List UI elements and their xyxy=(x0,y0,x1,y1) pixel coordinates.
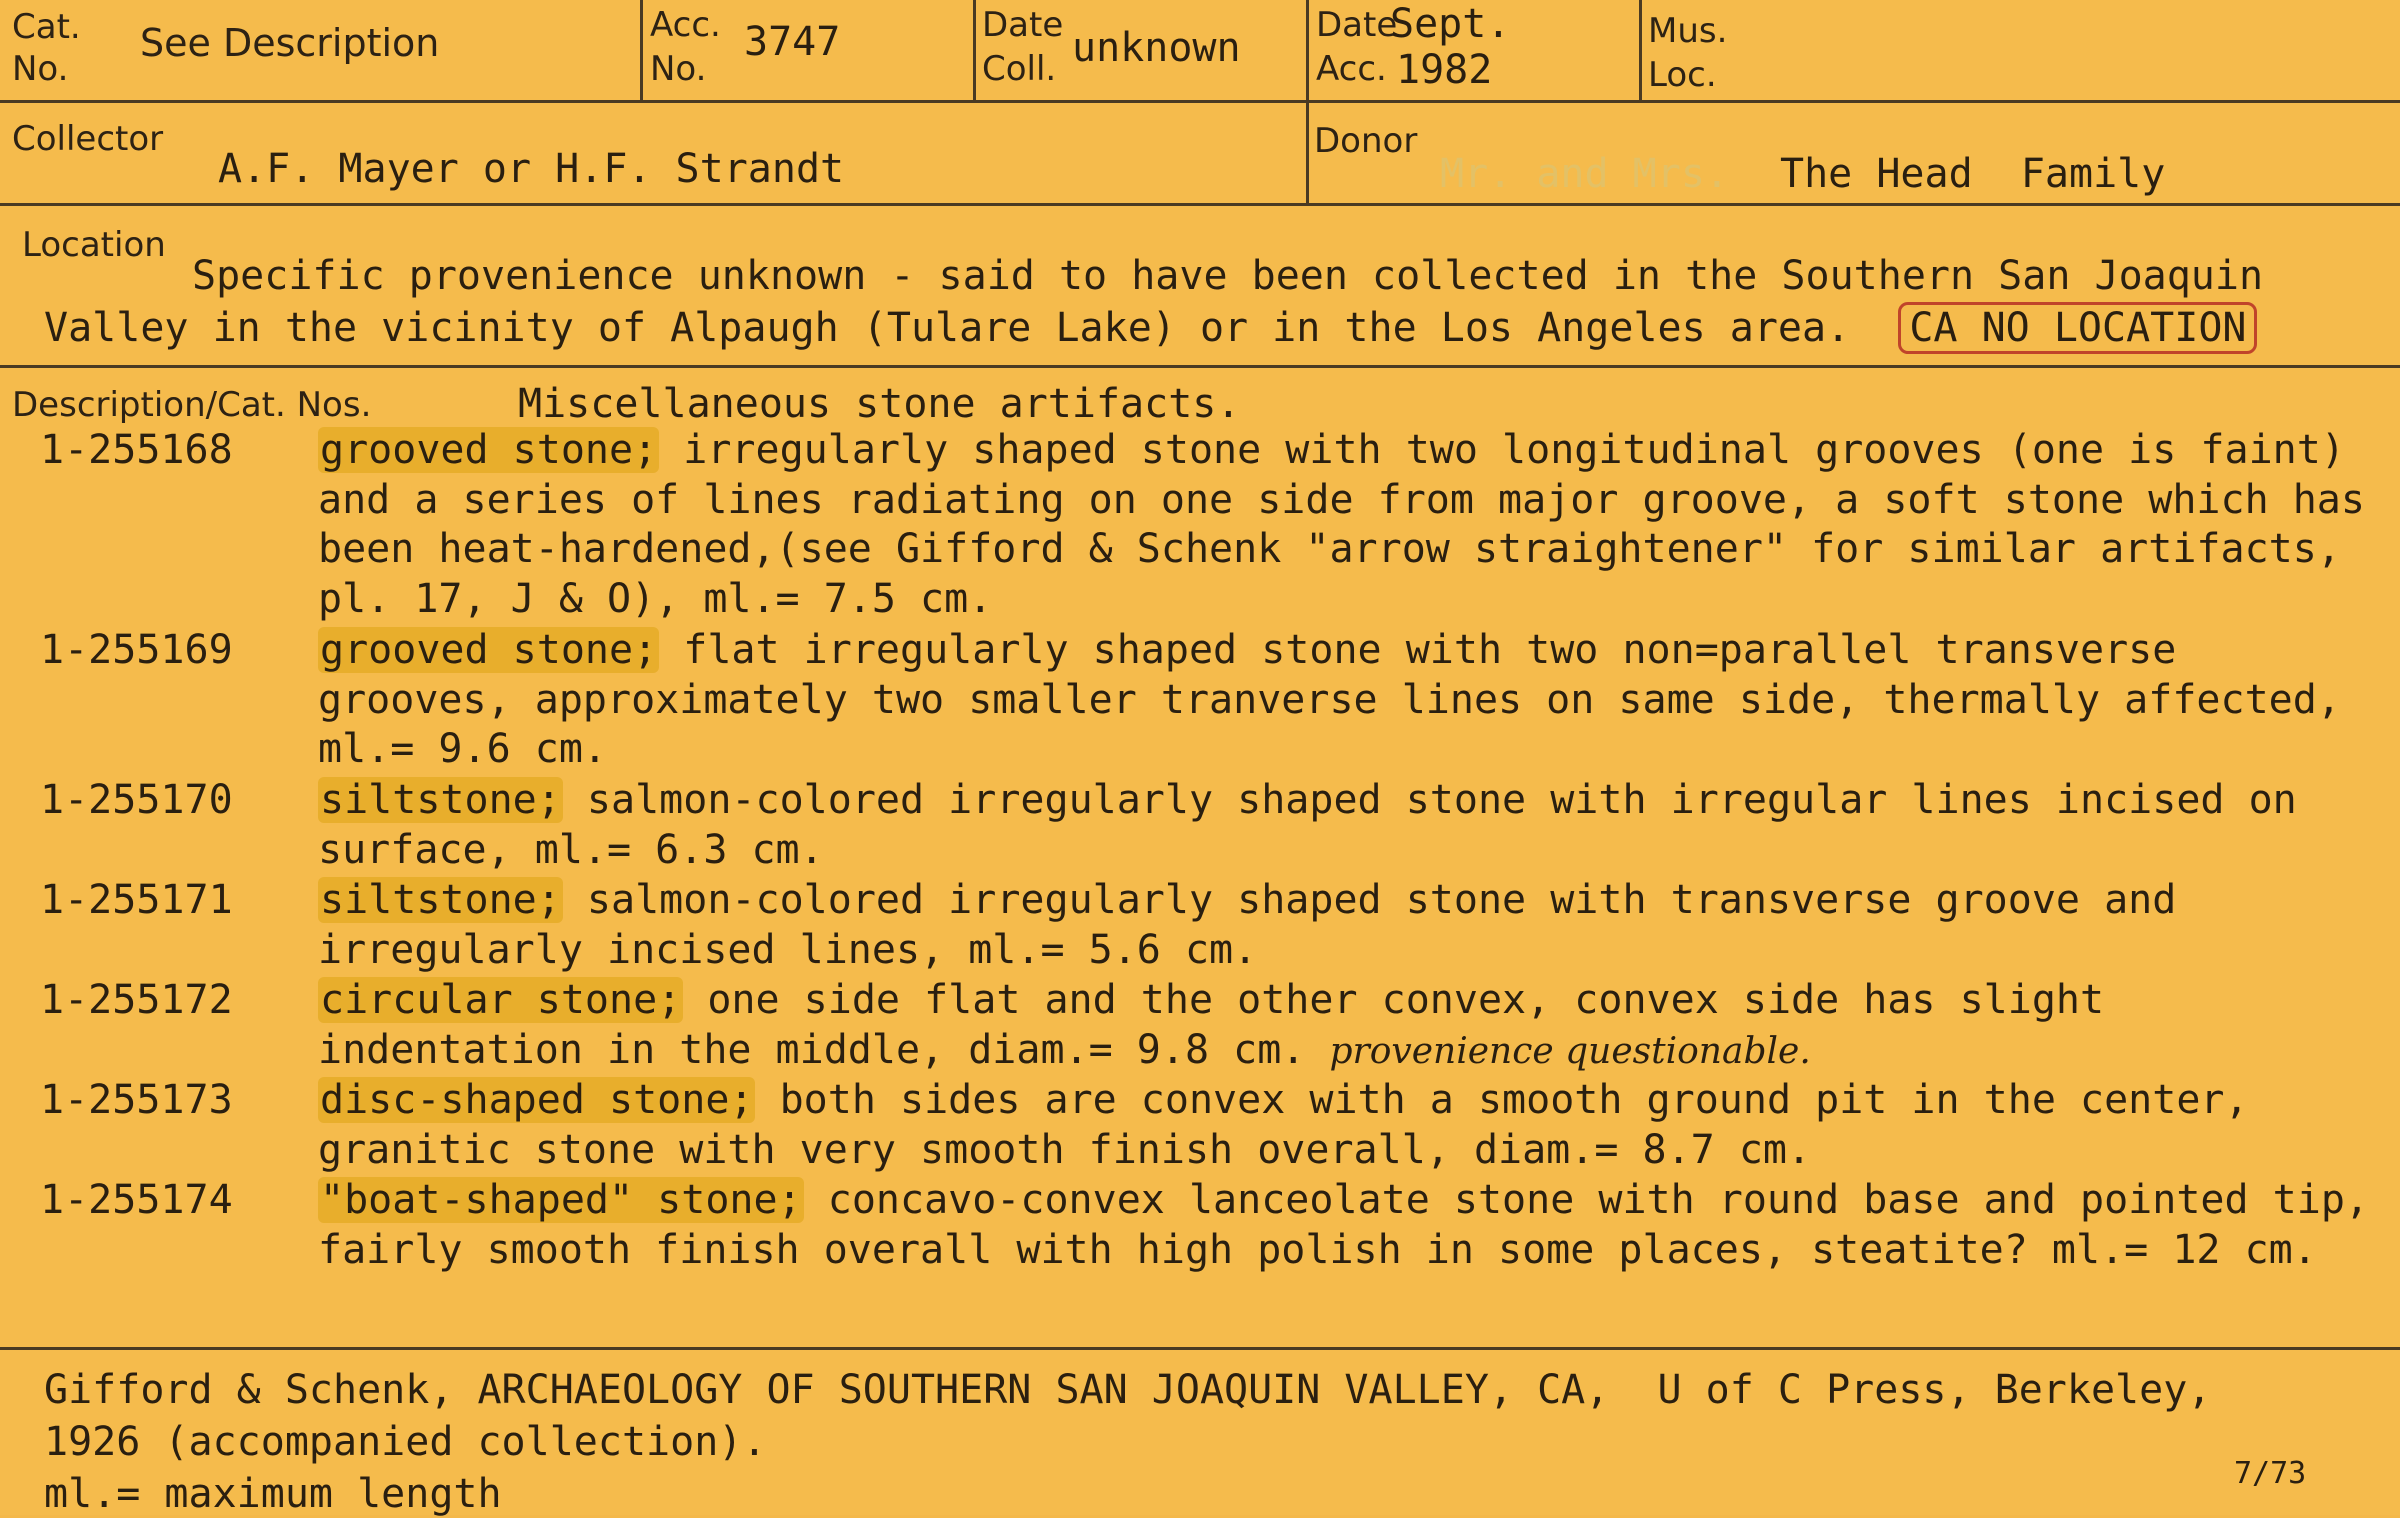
entry-body: salmon-colored irregularly shaped stone with transverse groove and irregularly incised lines, ml.= 5.6 cm. xyxy=(318,877,2177,973)
entry-text xyxy=(318,976,2378,1076)
entry-text xyxy=(318,426,2378,624)
form-code: 7/73 xyxy=(2234,1456,2307,1491)
rule-header-bottom xyxy=(0,100,2400,103)
location-tag: CA NO LOCATION xyxy=(1898,302,2257,354)
date-acc-label-1: Date xyxy=(1316,5,1398,45)
donor-value: The Head Family xyxy=(1780,151,2166,197)
entry-cat-no: 1-255173 xyxy=(40,1077,233,1123)
entry-text xyxy=(318,626,2378,775)
location-line-2 xyxy=(44,304,2257,352)
entry-name: grooved stone; xyxy=(320,427,658,473)
handwritten-note: provenience questionable. xyxy=(1329,1030,1811,1072)
description-label: Description/Cat. Nos. xyxy=(12,385,372,425)
cat-no-label-2: No. xyxy=(12,49,69,89)
location-line-1: Specific provenience unknown - said to have been collected in the Southern San Joaquin xyxy=(192,253,2264,299)
abbreviation-note: ml.= maximum length xyxy=(44,1471,502,1517)
entry-name: siltstone; xyxy=(320,777,561,823)
entry-body: flat irregularly shaped stone with two non=parallel transverse grooves, approximately two smaller tranverse lines on same side, thermally affected, ml.= 9.6 cm. xyxy=(318,627,2341,772)
entry-text xyxy=(318,1076,2378,1175)
date-acc-label-2: Acc. xyxy=(1316,49,1387,89)
reference-line-1: Gifford & Schenk, ARCHAEOLOGY OF SOUTHERN SAN JOAQUIN VALLEY, CA, U of C Press, Berkeley, xyxy=(44,1367,2212,1413)
entry-cat-no: 1-255172 xyxy=(40,977,233,1023)
entry-body: one side flat and the other convex, convex side has slight indentation in the middle, diam.= 9.8 cm. xyxy=(318,977,2105,1073)
rule-collector-bottom xyxy=(0,203,2400,206)
entry-body: both sides are convex with a smooth ground pit in the center, granitic stone with very smooth finish overall, diam.= 8.7 cm. xyxy=(318,1077,2249,1173)
date-coll-label-2: Coll. xyxy=(982,49,1057,89)
entry-text xyxy=(318,1176,2378,1275)
acc-no-label-2: No. xyxy=(650,49,707,89)
donor-label: Donor xyxy=(1314,121,1418,161)
date-coll-value: unknown xyxy=(1072,25,1241,71)
cat-no-label-1: Cat. xyxy=(12,7,81,47)
entry-name: disc-shaped stone; xyxy=(320,1077,754,1123)
date-coll-label-1: Date xyxy=(982,5,1064,45)
entry-cat-no: 1-255171 xyxy=(40,877,233,923)
mus-loc-label-2: Loc. xyxy=(1648,55,1717,95)
rule-description-bottom xyxy=(0,1347,2400,1350)
rule-v2 xyxy=(973,0,976,100)
cat-no-value: See Description xyxy=(140,21,440,65)
rule-v1 xyxy=(640,0,643,100)
rule-v3 xyxy=(1306,0,1309,203)
entry-body: salmon-colored irregularly shaped stone with irregular lines incised on surface, ml.= 6.3 cm. xyxy=(318,777,2297,873)
entry-name: grooved stone; xyxy=(320,627,658,673)
collector-label: Collector xyxy=(12,119,164,159)
entry-body: concavo-convex lanceolate stone with round base and pointed tip, fairly smooth finish overall with high polish in some places, steatite? ml.= 12 cm. xyxy=(318,1177,2369,1273)
location-line-2-text: Valley in the vicinity of Alpaugh (Tulare Lake) or in the Los Angeles area. xyxy=(44,305,1851,351)
acc-no-label-1: Acc. xyxy=(650,5,721,45)
description-intro: Miscellaneous stone artifacts. xyxy=(518,381,1241,427)
reference-line-2: 1926 (accompanied collection). xyxy=(44,1419,767,1465)
date-acc-value-2: 1982 xyxy=(1396,47,1493,93)
date-acc-value-1: Sept. xyxy=(1390,1,1511,47)
entry-name: siltstone; xyxy=(320,877,561,923)
mus-loc-label-1: Mus. xyxy=(1648,11,1728,51)
acc-no-value: 3747 xyxy=(744,19,841,65)
entry-cat-no: 1-255174 xyxy=(40,1177,233,1223)
entry-text xyxy=(318,776,2378,875)
collector-value: A.F. Mayer or H.F. Strandt xyxy=(218,146,845,192)
entry-cat-no: 1-255169 xyxy=(40,627,233,673)
entry-cat-no: 1-255168 xyxy=(40,427,233,473)
entry-name: circular stone; xyxy=(320,977,682,1023)
entry-name: "boat-shaped" stone; xyxy=(320,1177,802,1223)
entry-body: irregularly shaped stone with two longitudinal grooves (one is faint) and a series of lines radiating on one side from major groove, a soft stone which has been heat-hardened,(see Gifford & Schenk "arrow straightener" for similar artifacts, pl. 17, J & O), ml.= 7.5 cm. xyxy=(318,427,2365,622)
rule-v4 xyxy=(1639,0,1642,100)
entry-cat-no: 1-255170 xyxy=(40,777,233,823)
donor-struck-text: Mr. and Mrs. xyxy=(1440,151,1729,197)
location-label: Location xyxy=(22,225,166,265)
entry-text xyxy=(318,876,2378,975)
rule-location-bottom xyxy=(0,365,2400,368)
